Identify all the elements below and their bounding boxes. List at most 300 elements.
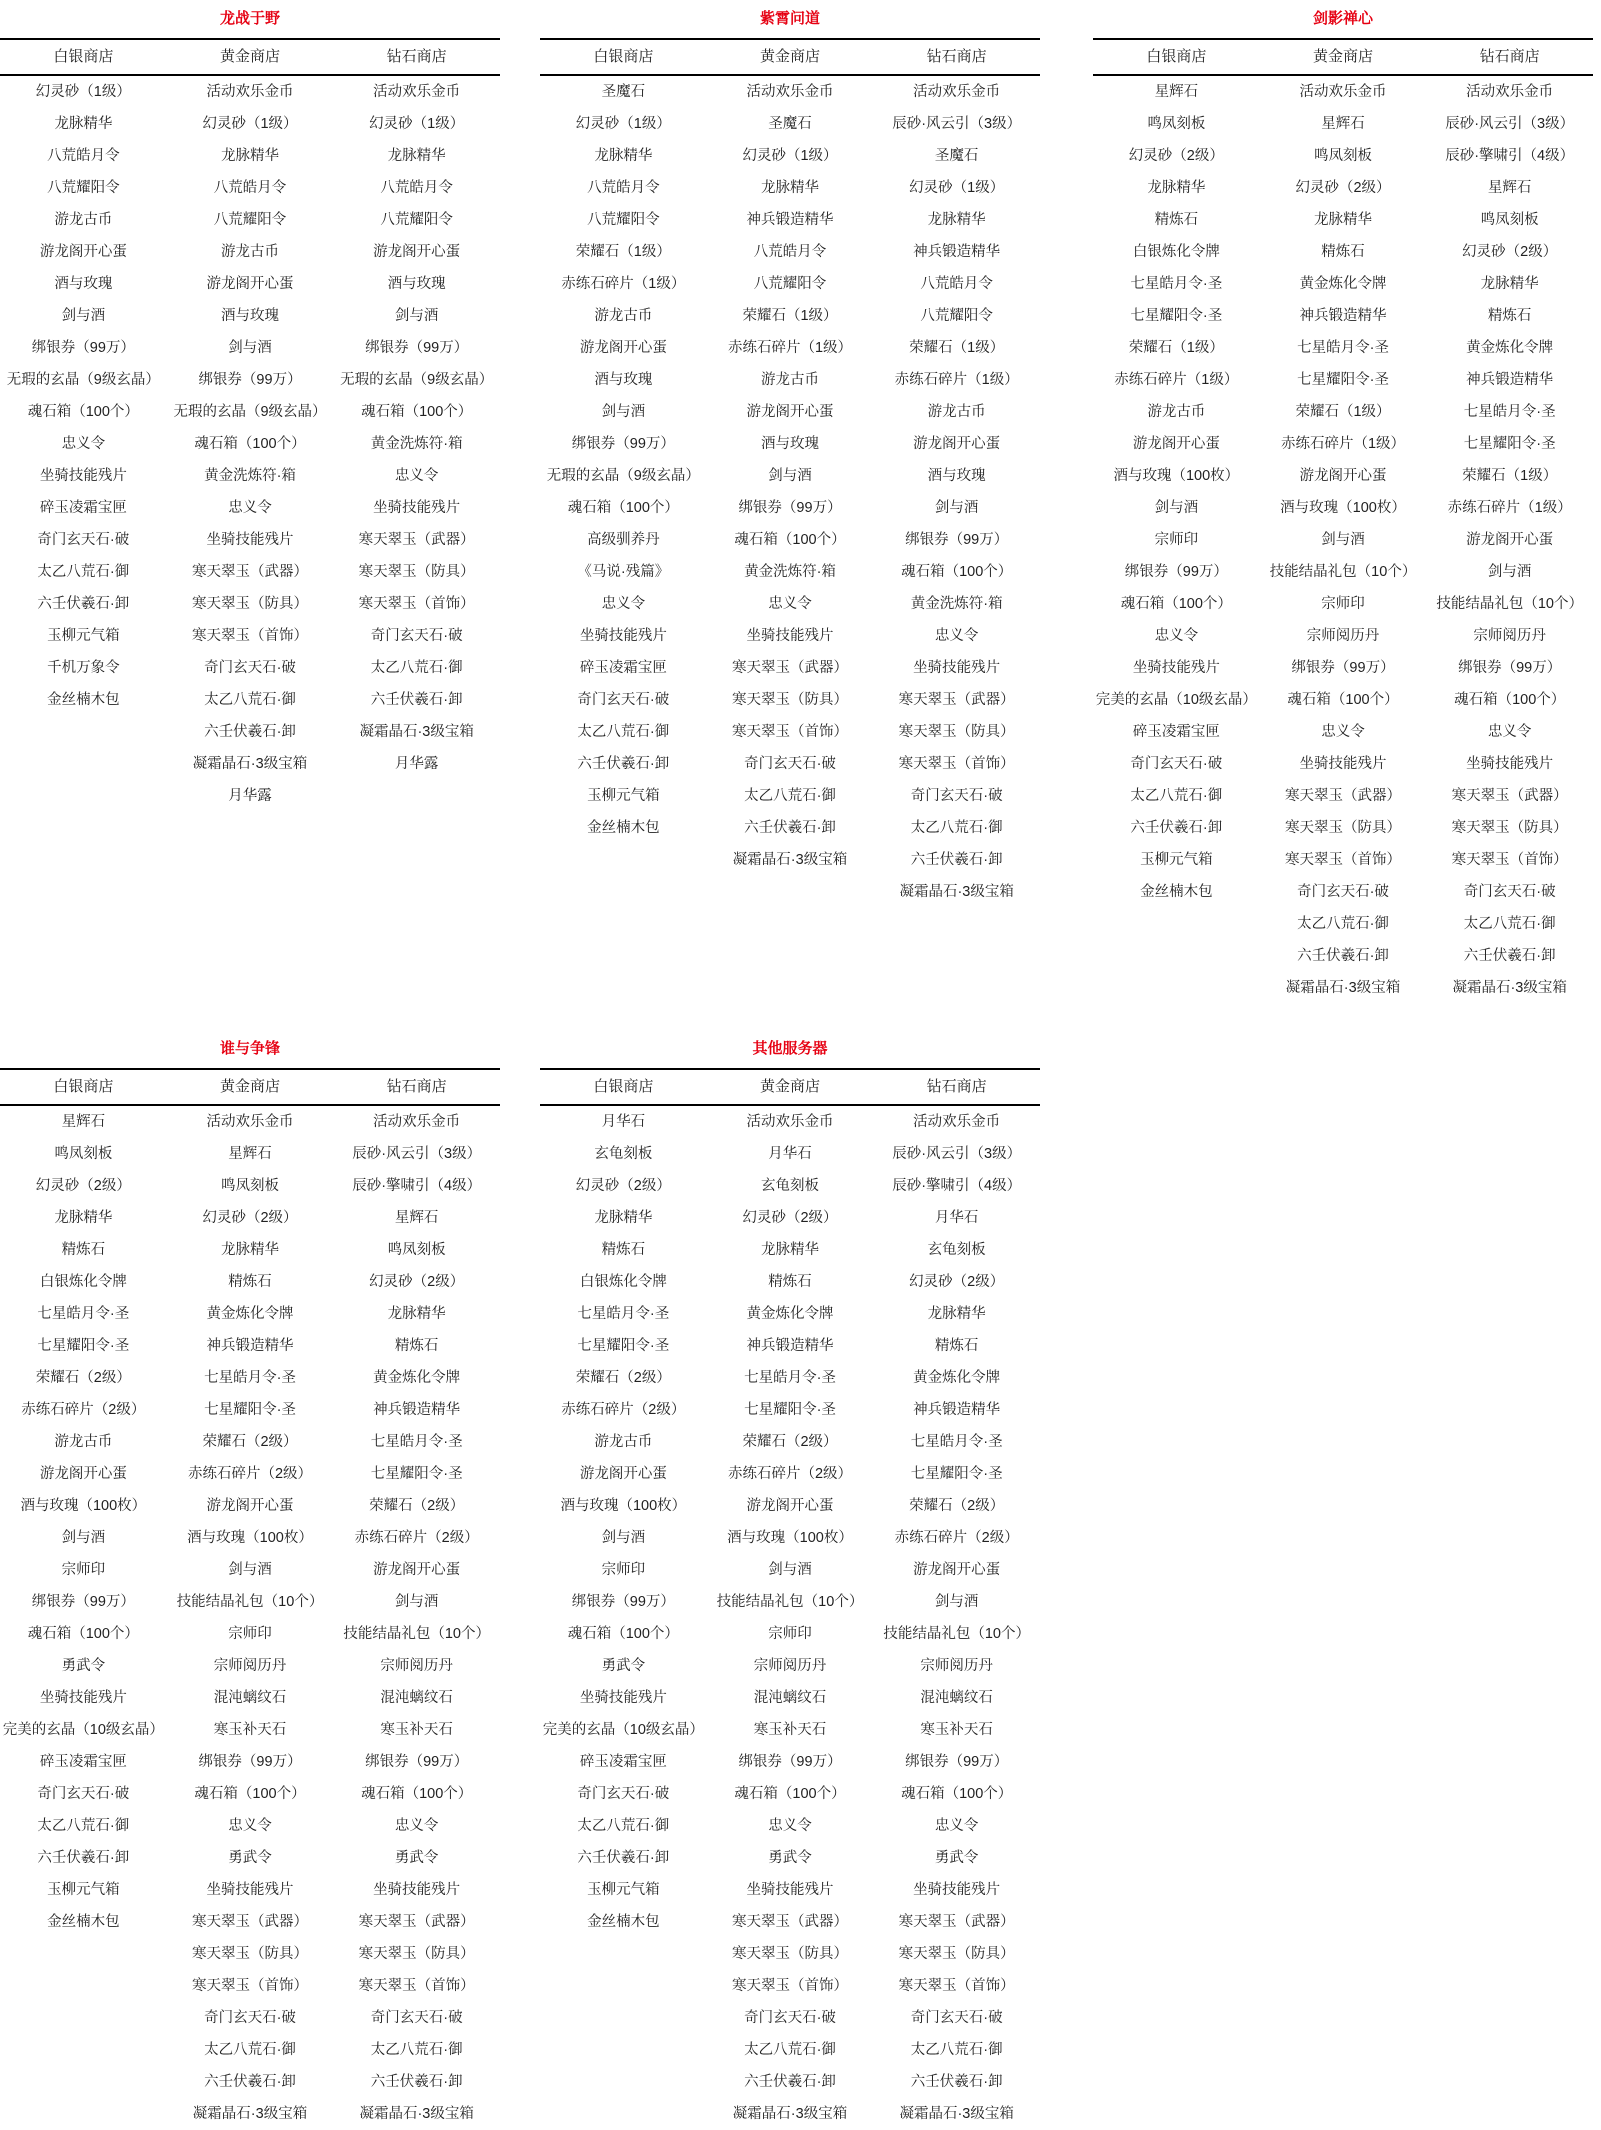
item-cell: 神兵锻造精华 xyxy=(1299,308,1387,324)
item-cell: 龙脉精华 xyxy=(761,180,819,196)
item-cell: 六壬伏羲石·卸 xyxy=(370,2074,463,2090)
item-cell: 龙脉精华 xyxy=(761,1242,819,1258)
column-header-gold: 黄金商店 xyxy=(220,48,281,65)
item-cell: 精炼石 xyxy=(394,1338,439,1354)
item-cell: 八荒耀阳令 xyxy=(47,180,120,196)
item-cell: 游龙古币 xyxy=(761,372,819,388)
item-cell: 荣耀石（1级） xyxy=(1128,340,1224,356)
item-cell: 奇门玄天石·破 xyxy=(577,1786,670,1802)
item-cell: 游龙阁开心蛋 xyxy=(373,1562,461,1578)
item-cell: 魂石箱（100个） xyxy=(1287,692,1399,708)
item-cell: 太乙八荒石·御 xyxy=(744,2042,836,2058)
item-cell: 寒天翠玉（防具） xyxy=(192,1946,308,1962)
item-cell: 幻灵砂（2级） xyxy=(35,1178,131,1194)
item-cell: 剑与酒 xyxy=(601,1530,646,1546)
item-cell: 龙脉精华 xyxy=(1314,212,1372,228)
item-cell: 绑银券（99万） xyxy=(365,1754,469,1770)
item-cell: 绑银券（99万） xyxy=(31,340,135,356)
item-cell: 奇门玄天石·破 xyxy=(370,628,463,644)
item-cell: 宗师阅历丹 xyxy=(213,1658,287,1674)
item-cell: 凝霜晶石·3级宝箱 xyxy=(732,2106,848,2122)
item-cell: 游龙阁开心蛋 xyxy=(746,1498,834,1514)
item-cell: 活动欢乐金币 xyxy=(913,84,1001,100)
item-cell: 寒天翠玉（首饰） xyxy=(192,628,308,644)
item-cell: 碎玉凌霜宝匣 xyxy=(579,660,667,676)
item-cell: 幻灵砂（2级） xyxy=(575,1178,671,1194)
item-cell: 六壬伏羲石·卸 xyxy=(204,2074,296,2090)
item-cell: 辰砂·风云引（3级） xyxy=(352,1146,482,1162)
column-header-silver: 白银商店 xyxy=(1146,48,1207,65)
item-cell: 绑银券（99万） xyxy=(571,436,675,452)
item-cell: 星辉石 xyxy=(61,1114,106,1130)
table-body xyxy=(1093,76,1593,1004)
item-cell: 七星皓月令·圣 xyxy=(744,1370,836,1386)
item-cell: 酒与玫瑰（100枚） xyxy=(20,1498,147,1514)
item-cell: 龙脉精华 xyxy=(54,116,113,132)
item-cell: 白银炼化令牌 xyxy=(39,1274,127,1290)
item-cell: 幻灵砂（2级） xyxy=(202,1210,298,1226)
item-cell: 游龙阁开心蛋 xyxy=(1299,468,1387,484)
item-cell: 六壬伏羲石·卸 xyxy=(910,2074,1003,2090)
item-cell: 寒天翠玉（武器） xyxy=(732,1914,848,1930)
item-cell: 魂石箱（100个） xyxy=(1454,692,1566,708)
item-cell: 太乙八荒石·御 xyxy=(1463,916,1556,932)
panel-title: 其他服务器 xyxy=(752,1040,828,1057)
item-cell: 寒天翠玉（防具） xyxy=(732,1946,848,1962)
item-cell: 龙脉精华 xyxy=(221,1242,279,1258)
item-cell: 技能结晶礼包（10个） xyxy=(1269,564,1417,580)
item-cell: 宗师阅历丹 xyxy=(1473,628,1546,644)
item-cell: 金丝楠木包 xyxy=(587,820,660,836)
item-cell: 月华露 xyxy=(228,788,272,804)
item-cell: 精炼石 xyxy=(228,1274,272,1290)
item-cell: 游龙阁开心蛋 xyxy=(1466,532,1554,548)
item-cell: 剑与酒 xyxy=(1154,500,1199,516)
item-cell: 精炼石 xyxy=(61,1242,106,1258)
item-cell: 酒与玫瑰 xyxy=(594,372,653,388)
item-cell: 黄金洗炼符·箱 xyxy=(910,596,1003,612)
item-cell: 游龙古币 xyxy=(54,212,113,228)
item-cell: 太乙八荒石·御 xyxy=(204,2042,296,2058)
item-cell: 游龙阁开心蛋 xyxy=(913,436,1001,452)
item-cell: 幻灵砂（1级） xyxy=(35,84,131,100)
item-cell: 活动欢乐金币 xyxy=(373,1114,461,1130)
item-cell: 魂石箱（100个） xyxy=(361,1786,473,1802)
item-cell: 技能结晶礼包（10个） xyxy=(343,1626,490,1642)
item-cell: 酒与玫瑰（100枚） xyxy=(560,1498,687,1514)
item-cell: 忠义令 xyxy=(768,596,812,612)
item-cell: 龙脉精华 xyxy=(1147,180,1206,196)
table-header xyxy=(0,38,500,76)
item-cell: 酒与玫瑰 xyxy=(927,468,986,484)
item-cell: 七星耀阳令·圣 xyxy=(577,1338,670,1354)
item-cell: 凝霜晶石·3级宝箱 xyxy=(899,2106,1014,2122)
item-cell: 龙脉精华 xyxy=(594,1210,653,1226)
item-cell: 游龙古币 xyxy=(927,404,986,420)
item-cell: 魂石箱（100个） xyxy=(27,404,139,420)
item-cell: 寒天翠玉（防具） xyxy=(1451,820,1568,836)
item-cell: 八荒皓月令 xyxy=(213,180,287,196)
item-cell: 绑银券（99万） xyxy=(738,500,842,516)
item-cell: 神兵锻造精华 xyxy=(746,1338,834,1354)
server-panel-5 xyxy=(540,1030,1040,2130)
column-silver xyxy=(540,1106,707,2130)
item-cell: 活动欢乐金币 xyxy=(746,84,834,100)
column-header-gold: 黄金商店 xyxy=(220,1078,281,1095)
item-cell: 赤练石碎片（2级） xyxy=(727,1466,853,1482)
item-cell: 荣耀石（1级） xyxy=(742,308,838,324)
item-cell: 游龙阁开心蛋 xyxy=(39,1466,127,1482)
item-cell: 凝霜晶石·3级宝箱 xyxy=(192,2106,308,2122)
item-cell: 月华石 xyxy=(601,1114,646,1130)
item-cell: 太乙八荒石·御 xyxy=(1297,916,1389,932)
item-cell: 太乙八荒石·御 xyxy=(577,1818,670,1834)
item-cell: 活动欢乐金币 xyxy=(746,1114,834,1130)
item-cell: 奇门玄天石·破 xyxy=(744,2010,836,2026)
column-header-diamond: 钻石商店 xyxy=(1479,48,1540,65)
column-silver xyxy=(0,1106,167,2130)
item-cell: 剑与酒 xyxy=(394,1594,439,1610)
item-cell: 黄金炼化令牌 xyxy=(1299,276,1387,292)
column-diamond xyxy=(333,76,500,812)
item-cell: 寒天翠玉（首饰） xyxy=(1451,852,1568,868)
item-cell: 忠义令 xyxy=(601,596,646,612)
item-cell: 宗师阅历丹 xyxy=(380,1658,453,1674)
item-cell: 酒与玫瑰 xyxy=(54,276,113,292)
item-cell: 金丝楠木包 xyxy=(587,1914,660,1930)
item-cell: 赤练石碎片（2级） xyxy=(354,1530,479,1546)
server-panel-4 xyxy=(0,1030,500,2130)
item-cell: 寒天翠玉（防具） xyxy=(192,596,308,612)
column-header-gold: 黄金商店 xyxy=(760,48,821,65)
item-cell: 八荒皓月令 xyxy=(587,180,660,196)
item-cell: 寒天翠玉（防具） xyxy=(1285,820,1401,836)
item-cell: 坐骑技能残片 xyxy=(579,1690,667,1706)
item-cell: 圣魔石 xyxy=(934,148,979,164)
item-cell: 赤练石碎片（2级） xyxy=(561,1402,686,1418)
column-header-diamond: 钻石商店 xyxy=(926,48,987,65)
item-cell: 荣耀石（2级） xyxy=(909,1498,1005,1514)
item-cell: 八荒皓月令 xyxy=(380,180,453,196)
item-cell: 剑与酒 xyxy=(61,1530,106,1546)
item-cell: 酒与玫瑰（100枚） xyxy=(1280,500,1406,516)
item-cell: 辰砂·擎啸引（4级） xyxy=(1445,148,1575,164)
item-cell: 活动欢乐金币 xyxy=(206,1114,294,1130)
item-cell: 坐骑技能残片 xyxy=(39,1690,127,1706)
item-cell: 玉柳元气箱 xyxy=(587,788,660,804)
column-gold xyxy=(707,76,874,908)
item-cell: 勇武令 xyxy=(228,1850,272,1866)
item-cell: 赤练石碎片（1级） xyxy=(561,276,686,292)
item-cell: 寒天翠玉（武器） xyxy=(192,564,308,580)
item-cell: 八荒耀阳令 xyxy=(753,276,827,292)
item-cell: 魂石箱（100个） xyxy=(901,564,1013,580)
item-cell: 金丝楠木包 xyxy=(47,1914,120,1930)
item-cell: 忠义令 xyxy=(394,1818,439,1834)
item-cell: 寒天翠玉（首饰） xyxy=(732,724,848,740)
item-cell: 六壬伏羲石·卸 xyxy=(744,2074,836,2090)
item-cell: 凝霜晶石·3级宝箱 xyxy=(732,852,848,868)
item-cell: 黄金洗炼符·箱 xyxy=(204,468,296,484)
item-cell: 七星皓月令·圣 xyxy=(577,1306,670,1322)
item-cell: 寒天翠玉（首饰） xyxy=(1285,852,1401,868)
item-cell: 辰砂·风云引（3级） xyxy=(892,116,1022,132)
item-cell: 星辉石 xyxy=(1154,84,1199,100)
item-cell: 神兵锻造精华 xyxy=(913,244,1001,260)
column-header-gold: 黄金商店 xyxy=(760,1078,821,1095)
item-cell: 碎玉凌霜宝匣 xyxy=(39,1754,127,1770)
item-cell: 勇武令 xyxy=(768,1850,812,1866)
item-cell: 剑与酒 xyxy=(228,1562,272,1578)
item-cell: 六壬伏羲石·卸 xyxy=(1297,948,1389,964)
item-cell: 奇门玄天石·破 xyxy=(910,2010,1003,2026)
item-cell: 游龙阁开心蛋 xyxy=(579,340,667,356)
item-cell: 寒天翠玉（武器） xyxy=(898,692,1015,708)
panel-title: 剑影禅心 xyxy=(1312,10,1373,27)
column-header-diamond: 钻石商店 xyxy=(386,48,447,65)
item-cell: 奇门玄天石·破 xyxy=(1297,884,1389,900)
column-gold xyxy=(167,76,334,812)
item-cell: 幻灵砂（2级） xyxy=(1295,180,1391,196)
item-cell: 荣耀石（1级） xyxy=(1295,404,1391,420)
item-cell: 技能结晶礼包（10个） xyxy=(176,1594,324,1610)
item-cell: 魂石箱（100个） xyxy=(194,436,306,452)
item-cell: 酒与玫瑰（100枚） xyxy=(1113,468,1240,484)
item-cell: 奇门玄天石·破 xyxy=(1463,884,1556,900)
item-cell: 龙脉精华 xyxy=(221,148,279,164)
item-cell: 太乙八荒石·御 xyxy=(910,820,1003,836)
item-cell: 坐骑技能残片 xyxy=(913,660,1001,676)
column-header-diamond: 钻石商店 xyxy=(386,1078,447,1095)
item-cell: 星辉石 xyxy=(1487,180,1532,196)
item-cell: 圣魔石 xyxy=(768,116,812,132)
item-cell: 宗师印 xyxy=(61,1562,106,1578)
item-cell: 六壬伏羲石·卸 xyxy=(577,756,670,772)
item-cell: 七星皓月令·圣 xyxy=(910,1434,1003,1450)
item-cell: 剑与酒 xyxy=(934,1594,979,1610)
item-cell: 无瑕的玄晶（9级玄晶） xyxy=(173,404,327,420)
item-cell: 忠义令 xyxy=(1487,724,1532,740)
item-cell: 魂石箱（100个） xyxy=(567,500,679,516)
column-silver xyxy=(0,76,167,812)
item-cell: 寒天翠玉（武器） xyxy=(1451,788,1568,804)
item-cell: 凝霜晶石·3级宝箱 xyxy=(1285,980,1401,996)
item-cell: 剑与酒 xyxy=(1487,564,1532,580)
item-cell: 奇门玄天石·破 xyxy=(910,788,1003,804)
item-cell: 绑银券（99万） xyxy=(1291,660,1395,676)
item-cell: 玉柳元气箱 xyxy=(47,628,120,644)
item-cell: 活动欢乐金币 xyxy=(206,84,294,100)
item-cell: 忠义令 xyxy=(228,1818,272,1834)
item-cell: 七星耀阳令·圣 xyxy=(1297,372,1389,388)
item-cell: 寒天翠玉（武器） xyxy=(732,660,848,676)
column-gold xyxy=(1260,76,1427,1004)
item-cell: 寒天翠玉（武器） xyxy=(358,1914,475,1930)
item-cell: 寒天翠玉（武器） xyxy=(192,1914,308,1930)
item-cell: 忠义令 xyxy=(61,436,106,452)
item-cell: 荣耀石（1级） xyxy=(909,340,1005,356)
item-cell: 酒与玫瑰（100枚） xyxy=(727,1530,853,1546)
item-cell: 八荒皓月令 xyxy=(47,148,120,164)
item-cell: 坐骑技能残片 xyxy=(1132,660,1220,676)
item-cell: 金丝楠木包 xyxy=(1140,884,1213,900)
item-cell: 碎玉凌霜宝匣 xyxy=(1132,724,1220,740)
item-cell: 太乙八荒石·御 xyxy=(577,724,670,740)
item-cell: 奇门玄天石·破 xyxy=(204,2010,296,2026)
item-cell: 剑与酒 xyxy=(61,308,106,324)
column-diamond xyxy=(873,76,1040,908)
item-cell: 黄金炼化令牌 xyxy=(206,1306,294,1322)
item-cell: 玄龟刻板 xyxy=(927,1242,986,1258)
item-cell: 黄金炼化令牌 xyxy=(1466,340,1554,356)
item-cell: 绑银券（99万） xyxy=(905,532,1009,548)
item-cell: 幻灵砂（2级） xyxy=(742,1210,838,1226)
item-cell: 玄龟刻板 xyxy=(594,1146,653,1162)
item-cell: 太乙八荒石·御 xyxy=(910,2042,1003,2058)
item-cell: 六壬伏羲石·卸 xyxy=(1463,948,1556,964)
item-cell: 八荒皓月令 xyxy=(753,244,827,260)
item-cell: 赤练石碎片（2级） xyxy=(894,1530,1019,1546)
item-cell: 碎玉凌霜宝匣 xyxy=(579,1754,667,1770)
item-cell: 绑银券（99万） xyxy=(198,372,302,388)
item-cell: 坐骑技能残片 xyxy=(746,628,834,644)
item-cell: 赤练石碎片（1级） xyxy=(1280,436,1406,452)
item-cell: 勇武令 xyxy=(934,1850,979,1866)
item-cell: 忠义令 xyxy=(228,500,272,516)
item-cell: 游龙古币 xyxy=(54,1434,113,1450)
item-cell: 寒天翠玉（首饰） xyxy=(898,756,1015,772)
item-cell: 混沌螭纹石 xyxy=(753,1690,827,1706)
column-header-silver: 白银商店 xyxy=(593,1078,654,1095)
item-cell: 魂石箱（100个） xyxy=(194,1786,306,1802)
item-cell: 坐骑技能残片 xyxy=(206,532,294,548)
item-cell: 七星皓月令·圣 xyxy=(1130,276,1223,292)
column-header-silver: 白银商店 xyxy=(593,48,654,65)
item-cell: 七星耀阳令·圣 xyxy=(1463,436,1556,452)
item-cell: 完美的玄晶（10级玄晶） xyxy=(1095,692,1257,708)
item-cell: 酒与玫瑰 xyxy=(221,308,279,324)
item-cell: 坐骑技能残片 xyxy=(913,1882,1001,1898)
item-cell: 忠义令 xyxy=(768,1818,812,1834)
item-cell: 七星耀阳令·圣 xyxy=(744,1402,836,1418)
item-cell: 太乙八荒石·御 xyxy=(370,660,463,676)
item-cell: 游龙阁开心蛋 xyxy=(913,1562,1001,1578)
item-cell: 奇门玄天石·破 xyxy=(37,1786,130,1802)
item-cell: 神兵锻造精华 xyxy=(206,1338,294,1354)
item-cell: 宗师印 xyxy=(1321,596,1365,612)
item-cell: 碎玉凌霜宝匣 xyxy=(39,500,127,516)
item-cell: 剑与酒 xyxy=(934,500,979,516)
item-cell: 宗师印 xyxy=(768,1626,812,1642)
item-cell: 黄金炼化令牌 xyxy=(746,1306,834,1322)
item-cell: 七星皓月令·圣 xyxy=(1297,340,1389,356)
item-cell: 七星耀阳令·圣 xyxy=(910,1466,1003,1482)
item-cell: 玉柳元气箱 xyxy=(587,1882,660,1898)
item-cell: 龙脉精华 xyxy=(387,1306,446,1322)
item-cell: 凝霜晶石·3级宝箱 xyxy=(1452,980,1567,996)
item-cell: 绑银券（99万） xyxy=(905,1754,1009,1770)
item-cell: 寒玉补天石 xyxy=(753,1722,827,1738)
item-cell: 太乙八荒石·御 xyxy=(37,564,130,580)
server-panel-3 xyxy=(1093,0,1593,1004)
table-body xyxy=(0,1106,500,2130)
item-cell: 剑与酒 xyxy=(768,1562,812,1578)
item-cell: 游龙阁开心蛋 xyxy=(579,1466,667,1482)
item-cell: 鸣凤刻板 xyxy=(221,1178,279,1194)
item-cell: 星辉石 xyxy=(394,1210,439,1226)
item-cell: 神兵锻造精华 xyxy=(746,212,834,228)
item-cell: 剑与酒 xyxy=(228,340,272,356)
item-cell: 剑与酒 xyxy=(1321,532,1365,548)
item-cell: 坐骑技能残片 xyxy=(1466,756,1554,772)
item-cell: 完美的玄晶（10级玄晶） xyxy=(542,1722,704,1738)
item-cell: 六壬伏羲石·卸 xyxy=(1130,820,1223,836)
item-cell: 魂石箱（100个） xyxy=(734,1786,846,1802)
item-cell: 魂石箱（100个） xyxy=(734,532,846,548)
item-cell: 七星皓月令·圣 xyxy=(370,1434,463,1450)
item-cell: 八荒耀阳令 xyxy=(920,308,993,324)
item-cell: 奇门玄天石·破 xyxy=(37,532,130,548)
item-cell: 精炼石 xyxy=(1321,244,1365,260)
column-diamond xyxy=(873,1106,1040,2130)
item-cell: 技能结晶礼包（10个） xyxy=(716,1594,864,1610)
item-cell: 寒天翠玉（武器） xyxy=(358,532,475,548)
item-cell: 坐骑技能残片 xyxy=(373,500,461,516)
item-cell: 酒与玫瑰（100枚） xyxy=(187,1530,313,1546)
table-header xyxy=(1093,38,1593,76)
item-cell: 勇武令 xyxy=(61,1658,106,1674)
item-cell: 六壬伏羲石·卸 xyxy=(910,852,1003,868)
item-cell: 活动欢乐金币 xyxy=(913,1114,1001,1130)
item-cell: 玄龟刻板 xyxy=(761,1178,819,1194)
item-cell: 七星皓月令·圣 xyxy=(37,1306,130,1322)
item-cell: 坐骑技能残片 xyxy=(39,468,127,484)
item-cell: 剑与酒 xyxy=(768,468,812,484)
item-cell: 荣耀石（2级） xyxy=(202,1434,298,1450)
table-body xyxy=(540,76,1040,908)
item-cell: 金丝楠木包 xyxy=(47,692,120,708)
item-cell: 月华石 xyxy=(768,1146,812,1162)
item-cell: 剑与酒 xyxy=(394,308,439,324)
item-cell: 太乙八荒石·御 xyxy=(370,2042,463,2058)
item-cell: 太乙八荒石·御 xyxy=(1130,788,1223,804)
item-cell: 黄金炼化令牌 xyxy=(373,1370,461,1386)
item-cell: 技能结晶礼包（10个） xyxy=(1436,596,1583,612)
item-cell: 精炼石 xyxy=(1487,308,1532,324)
item-cell: 龙脉精华 xyxy=(927,1306,986,1322)
item-cell: 荣耀石（1级） xyxy=(1462,468,1558,484)
item-cell: 龙脉精华 xyxy=(54,1210,113,1226)
item-cell: 龙脉精华 xyxy=(387,148,446,164)
item-cell: 幻灵砂（1级） xyxy=(202,116,298,132)
item-cell: 鸣凤刻板 xyxy=(54,1146,113,1162)
column-gold xyxy=(707,1106,874,2130)
item-cell: 游龙古币 xyxy=(594,1434,653,1450)
server-panel-2 xyxy=(540,0,1040,908)
item-cell: 寒天翠玉（武器） xyxy=(898,1914,1015,1930)
item-cell: 七星耀阳令·圣 xyxy=(1130,308,1223,324)
item-cell: 荣耀石（2级） xyxy=(35,1370,131,1386)
column-silver xyxy=(540,76,707,908)
item-cell: 幻灵砂（1级） xyxy=(369,116,465,132)
item-cell: 混沌螭纹石 xyxy=(380,1690,453,1706)
item-cell: 绑银券（99万） xyxy=(1458,660,1562,676)
item-cell: 活动欢乐金币 xyxy=(1299,84,1387,100)
item-cell: 忠义令 xyxy=(1154,628,1199,644)
item-cell: 寒天翠玉（首饰） xyxy=(192,1978,308,1994)
column-silver xyxy=(1093,76,1260,1004)
item-cell: 精炼石 xyxy=(1154,212,1199,228)
